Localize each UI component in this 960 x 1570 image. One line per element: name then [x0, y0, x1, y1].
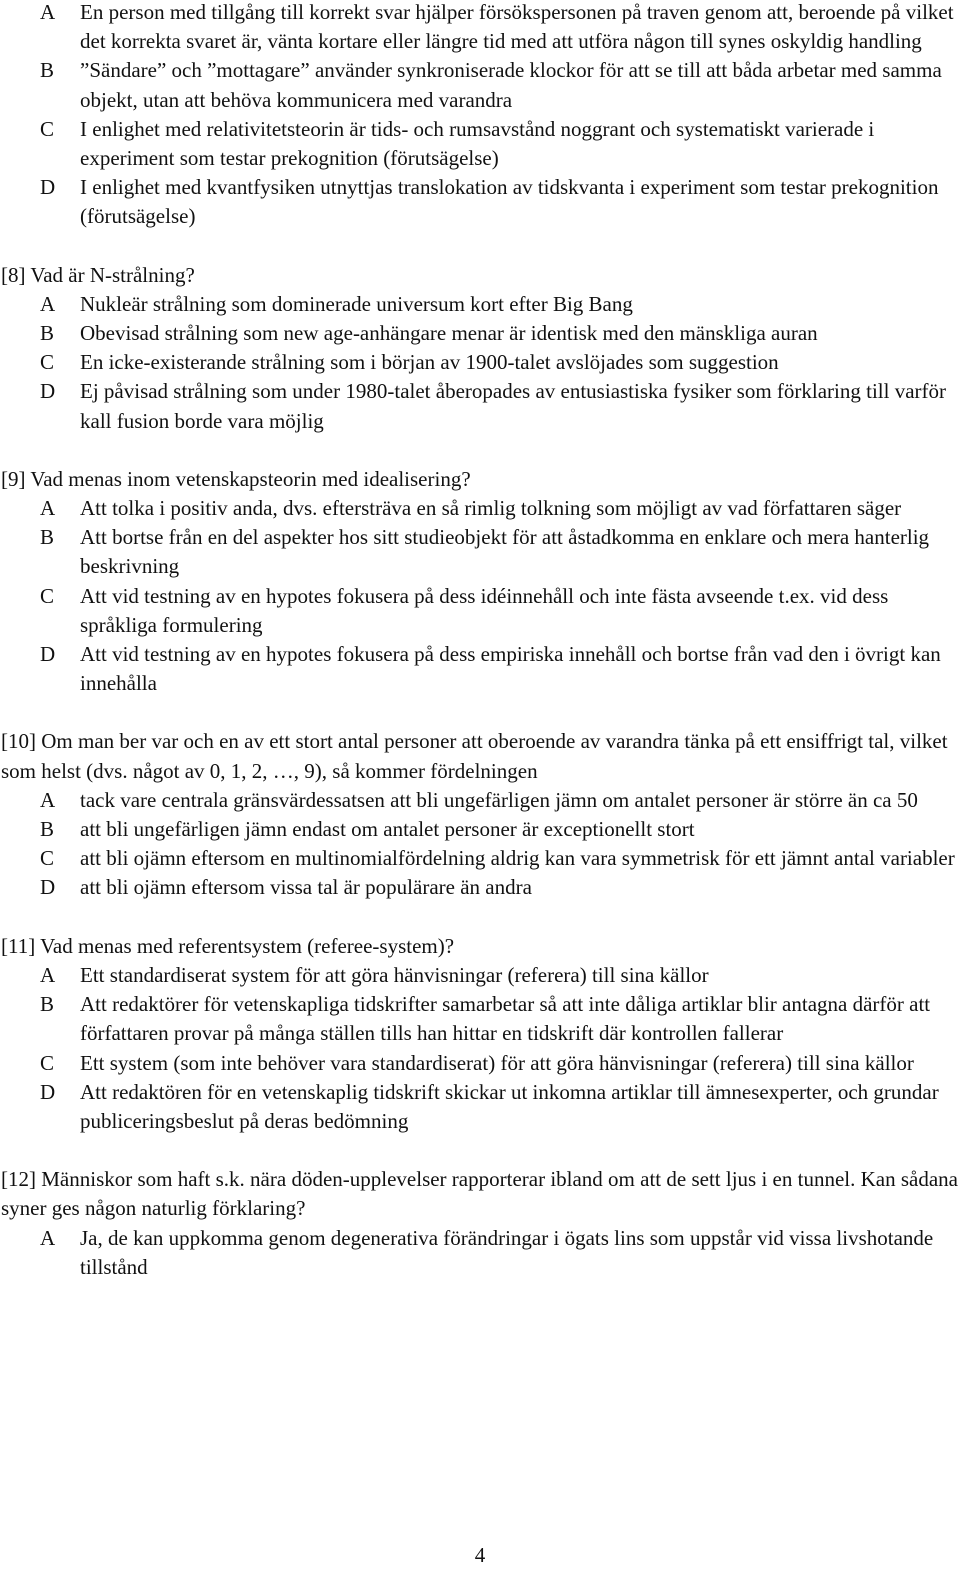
option-letter: A	[40, 1225, 56, 1250]
option-letter: A	[40, 962, 56, 987]
option-text: Att vid testning av en hypotes fokusera på dess empiriska innehåll och bortse från vad den i övrigt kan innehålla	[80, 642, 941, 696]
option-text: Att bortse från en del aspekter hos sitt studieobjekt för att åstadkomma en enklare och mera hanterlig beskrivning	[80, 525, 930, 579]
option-letter: B	[40, 817, 55, 842]
option-text: Ett standardiserat system för att göra hänvisningar (referera) till sina källor	[80, 962, 709, 987]
option-text: En icke-existerande strålning som i början av 1900-talet avslöjades som suggestion	[80, 350, 779, 375]
answer-option	[0, 961, 958, 990]
option-text: att bli ojämn eftersom vissa tal är populärare än andra	[80, 875, 532, 900]
answer-option	[0, 640, 958, 698]
question-11	[0, 932, 958, 1136]
option-letter: D	[40, 175, 56, 200]
question-text: [8] Vad är N-strålning?	[1, 262, 195, 287]
answer-option	[0, 1078, 958, 1136]
option-letter: B	[40, 321, 55, 346]
answer-option	[0, 582, 958, 640]
option-letter: A	[40, 496, 56, 521]
answer-option	[0, 815, 958, 844]
question-text: [12] Människor som haft s.k. nära döden-upplevelser rapporterar ibland om att de sett ljus i en tunnel. Kan sådana syner ges någon naturlig förklaring?	[1, 1167, 958, 1221]
page-number: 4	[474, 1543, 486, 1567]
option-letter: B	[40, 992, 55, 1017]
option-text: I enlighet med kvantfysiken utnyttjas translokation av tidskvanta i experiment som testar prekognition (förutsägelse)	[80, 175, 939, 229]
answer-option	[0, 377, 958, 435]
answer-option	[0, 1224, 958, 1282]
question-text: [10] Om man ber var och en av ett stort antal personer att oberoende av varandra tänka på ett ensiffrigt tal, vilket som helst (dvs. något av 0, 1, 2, …, 9), så kommer fördelningen	[1, 729, 948, 783]
option-text: att bli ungefärligen jämn endast om antalet personer är exceptionellt stort	[80, 817, 695, 842]
option-letter: C	[40, 583, 55, 608]
answer-option	[0, 319, 958, 348]
option-letter: C	[40, 116, 55, 141]
answer-option	[0, 990, 958, 1048]
option-text: Ett system (som inte behöver vara standardiserat) för att göra hänvisningar (referera) till sina källor	[80, 1050, 914, 1075]
option-letter: C	[40, 350, 55, 375]
option-letter: D	[40, 875, 56, 900]
question-9	[0, 465, 958, 699]
answer-option	[0, 290, 958, 319]
answer-option	[0, 494, 958, 523]
option-letter: C	[40, 846, 55, 871]
answer-option	[0, 1049, 958, 1078]
question-10	[0, 727, 958, 902]
option-letter: C	[40, 1050, 55, 1075]
option-text: Nukleär strålning som dominerade universum kort efter Big Bang	[80, 291, 633, 316]
option-letter: A	[40, 0, 56, 24]
option-text: Ej påvisad strålning som under 1980-talet åberopades av entusiastiska fysiker som förklaring till varför kall fusion borde vara möjlig	[80, 379, 947, 433]
question-7-continued	[0, 0, 958, 232]
answer-option	[0, 844, 958, 873]
option-letter: B	[40, 58, 55, 83]
answer-option	[0, 173, 958, 231]
option-text: Obevisad strålning som new age-anhängare menar är identisk med den mänskliga auran	[80, 321, 818, 346]
answer-option	[0, 0, 958, 56]
question-text: [11] Vad menas med referentsystem (referee-system)?	[1, 933, 455, 958]
option-text: En person med tillgång till korrekt svar hjälper försökspersonen på traven genom att, beroende på vilket det korrekta svaret är, vänta kortare eller längre tid med att utföra någon till synes oskyldig handling	[80, 0, 954, 54]
answer-option	[0, 115, 958, 173]
question-12	[0, 1165, 958, 1282]
answer-option	[0, 873, 958, 902]
option-text: att bli ojämn eftersom en multinomialfördelning aldrig kan vara symmetrisk för ett jämnt antal variabler	[80, 846, 955, 871]
question-text: [9] Vad menas inom vetenskapsteorin med idealisering?	[1, 466, 471, 491]
option-text: Att redaktören för en vetenskaplig tidskrift skickar ut inkomna artiklar till ämnesexperter, och grundar publiceringsbeslut på deras bedömning	[80, 1079, 939, 1133]
option-text: tack vare centrala gränsvärdessatsen att bli ungefärligen jämn om antalet personer är större än ca 50	[80, 787, 918, 812]
option-text: Att vid testning av en hypotes fokusera på dess idéinnehåll och inte fästa avseende t.ex. vid dess språkliga formulering	[80, 583, 889, 637]
answer-option	[0, 786, 958, 815]
option-text: Att tolka i positiv anda, dvs. eftersträva en så rimlig tolkning som möjligt av vad författaren säger	[80, 496, 902, 521]
question-8	[0, 261, 958, 436]
answer-option	[0, 56, 958, 114]
option-letter: D	[40, 1079, 56, 1104]
option-letter: B	[40, 525, 55, 550]
answer-option	[0, 348, 958, 377]
option-letter: D	[40, 379, 56, 404]
option-text: ”Sändare” och ”mottagare” använder synkroniserade klockor för att se till att båda arbetar med samma objekt, utan att behöva kommunicera med varandra	[80, 58, 942, 112]
answer-option	[0, 523, 958, 581]
option-letter: A	[40, 291, 56, 316]
option-text: I enlighet med relativitetsteorin är tids- och rumsavstånd noggrant och systematiskt varierade i experiment som testar prekognition (förutsägelse)	[80, 116, 875, 171]
option-text: Ja, de kan uppkomma genom degenerativa förändringar i ögats lins som uppstår vid vissa livshotande tillstånd	[80, 1225, 934, 1279]
option-letter: D	[40, 642, 56, 667]
option-letter: A	[40, 787, 56, 812]
option-text: Att redaktörer för vetenskapliga tidskrifter samarbetar så att inte dåliga artiklar blir antagna därför att författaren provar på många ställen tills han hittar en tidskrift där kontrollen fallerar	[80, 992, 931, 1046]
